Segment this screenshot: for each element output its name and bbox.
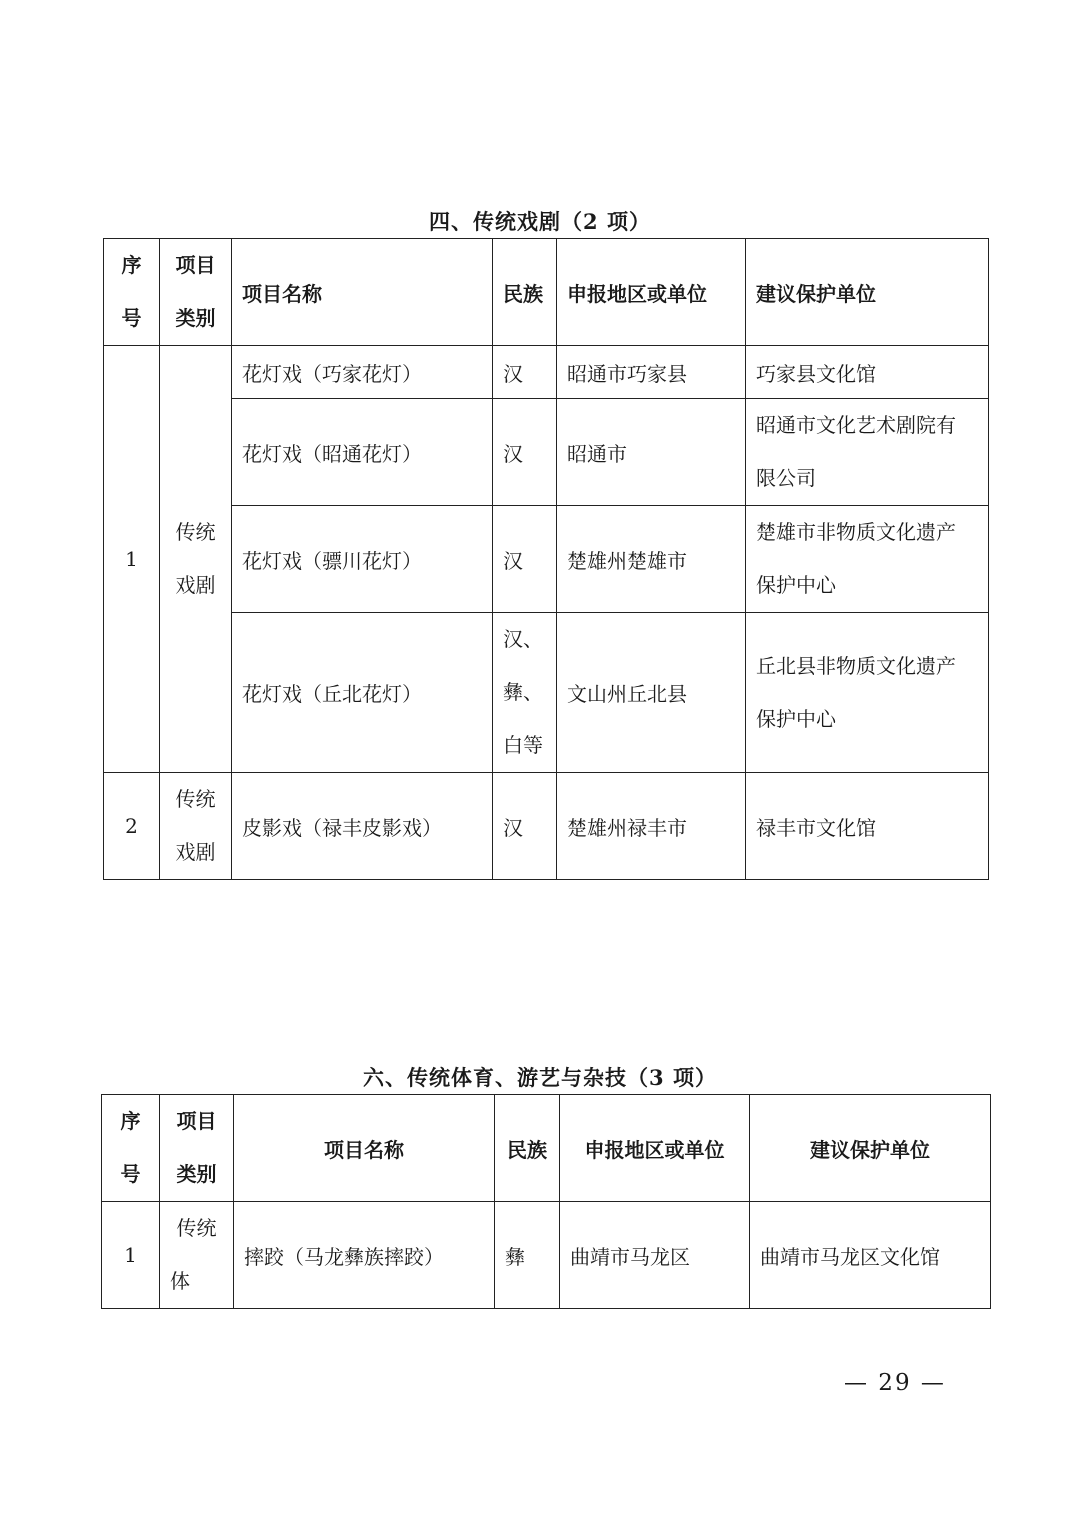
header-seq: 序 号: [102, 1095, 160, 1202]
ethnic-cell: 汉: [493, 773, 557, 880]
header-ethnic: 民族: [493, 239, 557, 346]
protect-cell: 曲靖市马龙区文化馆: [750, 1202, 991, 1309]
header-protect: 建议保护单位: [750, 1095, 991, 1202]
region-cell: 昭通市: [557, 399, 746, 506]
traditional-opera-table: [103, 238, 989, 880]
category-cell: 传统 戏剧: [160, 346, 232, 773]
region-cell: 曲靖市马龙区: [560, 1202, 750, 1309]
table-header-row: [104, 239, 989, 346]
protect-cell: 禄丰市文化馆: [746, 773, 989, 880]
table-row: [104, 613, 989, 773]
header-category: 项目 类别: [160, 1095, 234, 1202]
name-cell: 花灯戏（巧家花灯）: [232, 346, 493, 399]
table-row: [104, 399, 989, 506]
table-row: [104, 773, 989, 880]
name-cell: 花灯戏（昭通花灯）: [232, 399, 493, 506]
name-cell: 皮影戏（禄丰皮影戏）: [232, 773, 493, 880]
ethnic-cell: 汉: [493, 506, 557, 613]
region-cell: 昭通市巧家县: [557, 346, 746, 399]
name-cell: 花灯戏（丘北花灯）: [232, 613, 493, 773]
ethnic-cell: 汉: [493, 399, 557, 506]
seq-cell: 1: [104, 346, 160, 773]
protect-cell: 昭通市文化艺术剧院有 限公司: [746, 399, 989, 506]
region-cell: 楚雄州禄丰市: [557, 773, 746, 880]
table-row: [102, 1202, 991, 1309]
section-title-traditional-opera: 四、传统戏剧（2 项）: [429, 209, 651, 234]
ethnic-cell: 汉、 彝、 白等: [493, 613, 557, 773]
ethnic-cell: 汉: [493, 346, 557, 399]
protect-cell: 丘北县非物质文化遗产 保护中心: [746, 613, 989, 773]
header-region: 申报地区或单位: [557, 239, 746, 346]
table-header-row: [102, 1095, 991, 1202]
region-cell: 文山州丘北县: [557, 613, 746, 773]
traditional-sports-table: [101, 1094, 991, 1309]
seq-cell: 2: [104, 773, 160, 880]
protect-cell: 巧家县文化馆: [746, 346, 989, 399]
name-cell: 摔跤（马龙彝族摔跤）: [234, 1202, 495, 1309]
header-ethnic: 民族: [495, 1095, 560, 1202]
protect-cell: 楚雄市非物质文化遗产 保护中心: [746, 506, 989, 613]
region-cell: 楚雄州楚雄市: [557, 506, 746, 613]
section-title-traditional-sports: 六、传统体育、游艺与杂技（3 项）: [363, 1065, 717, 1090]
header-region: 申报地区或单位: [560, 1095, 750, 1202]
table-row: [104, 346, 989, 399]
table-row: [104, 506, 989, 613]
name-cell: 花灯戏（骠川花灯）: [232, 506, 493, 613]
category-cell: 传统 戏剧: [160, 773, 232, 880]
ethnic-cell: 彝: [495, 1202, 560, 1309]
seq-cell: 1: [102, 1202, 160, 1309]
header-protect: 建议保护单位: [746, 239, 989, 346]
header-name: 项目名称: [234, 1095, 495, 1202]
header-category: 项目 类别: [160, 239, 232, 346]
header-seq: 序 号: [104, 239, 160, 346]
header-name: 项目名称: [232, 239, 493, 346]
page-number: — 29 —: [844, 1370, 946, 1396]
category-cell: 传统 体: [160, 1202, 234, 1309]
